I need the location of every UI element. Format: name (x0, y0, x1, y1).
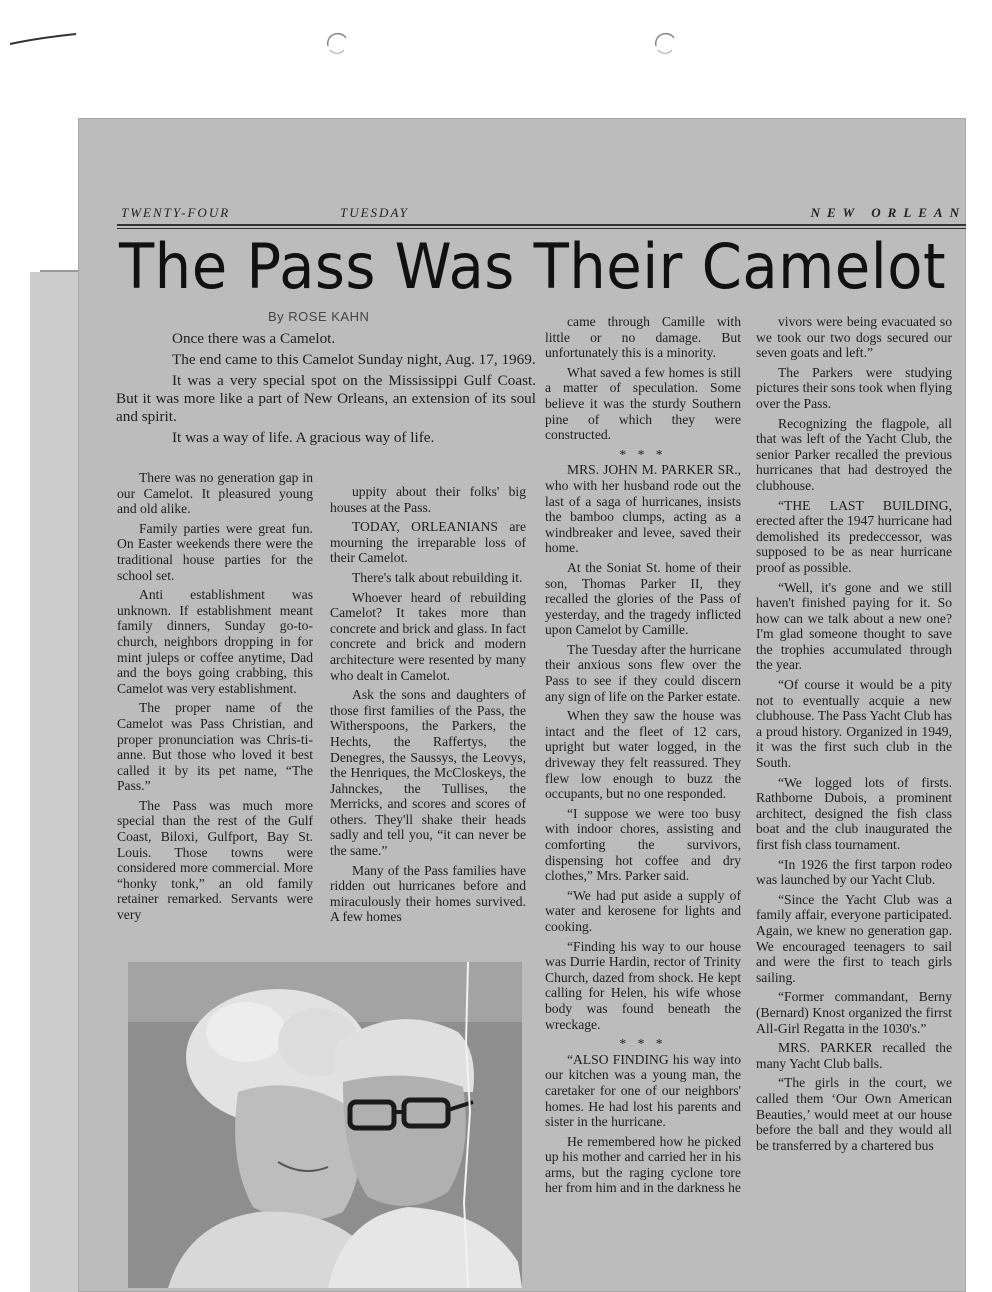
paragraph: Whoever heard of rebuilding Camelot? It takes more than concrete and brick and glass. In fact concrete and brick and modern architecture were resented by many who dealt in Camelot. (330, 589, 526, 683)
paragraph: “We logged lots of firsts. Rathborne Dubois, a prominent architect, designed the fish class boat and the club inaugurated the first fish class tournament. (756, 774, 952, 852)
paragraph: The Tuesday after the hurricane their anxious sons flew over the Pass to see if they could discern any sign of life on the Parker estate. (545, 641, 741, 704)
paragraph: Ask the sons and daughters of those first families of the Pass, the Witherspoons, the Parkers, the Hechts, the Raffertys, the Denegres, the Saussys, the Leovys, the Henriques, the McCloskeys, the Jahnckes, the Tullises, the Merricks, and scores and scores of others. They'll shake their heads sadly and tell you, “it can never be the same.” (330, 687, 526, 859)
lede-paragraph: Once there was a Camelot. (172, 330, 336, 347)
paragraph: “Well, it's gone and we still haven't finished paying for it. So how can we talk about a new one? I'm glad someone thought to save the trophies accumulated through the year. (756, 579, 952, 673)
paragraph: “THE LAST BUILDING, erected after the 1947 hurricane had demolished its predeccessor, was supposed to be as near hurricane proof as possible. (756, 497, 952, 575)
byline: By ROSE KAHN (268, 309, 370, 324)
paragraph: There's talk about rebuilding it. (352, 569, 523, 585)
paragraph: came through Camille with little or no damage. But unfortunately this is a minority. (545, 314, 741, 361)
paragraph: “I suppose we were too busy with indoor chores, assisting and comforting the survivors, dispensing hot coffee and dry clothes,” Mrs. Parker said. (545, 805, 741, 884)
pen-mark (8, 32, 78, 46)
photo-illustration (128, 962, 522, 1288)
paragraph: “Finding his way to our house was Durrie Hardin, rector of Trinity Church, dazed from shock. He kept calling for Helen, his wife whose body was found beneath the wreckage. (545, 938, 741, 1032)
headline: The Pass Was Their Camelot (119, 230, 947, 303)
paragraph: “We had put aside a supply of water and kerosene for lights and cooking. (545, 887, 741, 934)
paragraph: “Since the Yacht Club was a family affair, everyone participated. Again, we knew no generation gap. We encouraged teenagers to sail and were the first to teach girls sailing. (756, 891, 952, 985)
paragraph: He remembered how he picked up his mother and carried her in his arms, but the raging cyclone tore her from him and in the darkness he (545, 1133, 741, 1196)
news-photo (128, 962, 522, 1288)
paragraph: When they saw the house was intact and the fleet of 12 cars, upright but water logged, in the driveway they felt reassured. They flew low enough to buzz the occupants, but no one responded. (545, 708, 741, 802)
folded-clipping-edge (30, 272, 80, 1292)
column-2 (330, 484, 526, 956)
section-break: * * * (619, 446, 667, 462)
paragraph: At the Soniat St. home of their son, Thomas Parker II, they recalled the glories of the Pass of yesterday, and the tragedy inflicted upon Camelot by Camille. (545, 559, 741, 638)
paragraph: What saved a few homes is still a matter of speculation. Some believe it was the sturdy Southern pine of which they were constructed. (545, 364, 741, 443)
paragraph: Recognizing the flagpole, all that was left of the Yacht Club, the senior Parker recalled the previous hurricanes that had destroyed the clubhouse. (756, 415, 952, 493)
paragraph: Anti establishment was unknown. If establishment meant family dinners, Sunday go-to-church, neighbors dropping in for mint juleps or coffee anytime, Dad and the boys going crabbing, this Camelot was very establishment. (117, 587, 313, 696)
masthead-rule (117, 224, 966, 226)
lede-paragraphs (116, 330, 536, 450)
paragraph: MRS. PARKER recalled the many Yacht Club balls. (756, 1040, 952, 1071)
punch-hole-left (322, 26, 352, 58)
weekday: TUESDAY (340, 205, 409, 220)
paragraph: There was no generation gap in our Camelot. It pleasured young and old alike. (117, 470, 313, 517)
punch-hole-right (650, 26, 680, 58)
paragraph: uppity about their folks' big houses at the Pass. (330, 484, 526, 515)
paragraph: “ALSO FINDING his way into our kitchen was a young man, the caretaker for one of our neighbors' homes. He had lost his parents and sister in the hurricane. (545, 1051, 741, 1130)
page-number: TWENTY-FOUR (121, 205, 231, 220)
paragraph: “Of course it would be a pity not to eventually acquie a new clubhouse. The Pass Yacht Club has a proud history. Organized in 1949, it was the first such club in the South. (756, 677, 952, 771)
column-4 (756, 314, 952, 1288)
paragraph: MRS. JOHN M. PARKER SR., who with her husband rode out the last of a saga of hurricanes, insists the bamboo clumps, acting as a windbreaker and levee, saved their home. (545, 462, 741, 556)
paragraph: The Parkers were studying pictures their sons took when flying over the Pass. (756, 364, 952, 411)
paragraph: Family parties were great fun. On Easter weekends there were the traditional house parties for the school set. (117, 520, 313, 583)
paragraph: vivors were being evacuated so we took our two dogs secured our seven goats and left.” (756, 314, 952, 361)
fold-line (40, 270, 80, 272)
paragraph: The proper name of the Camelot was Pass Christian, and proper pronunciation was Chris-ti-anne. But those who loved it best called it by its pet name, “The Pass.” (117, 700, 313, 794)
section-break: * * * (619, 1036, 667, 1052)
lede-paragraph: It was a way of life. A gracious way of life. (172, 429, 435, 446)
column-3 (545, 314, 741, 1288)
paragraph: “The girls in the court, we called them ‘Our Own American Beauties,’ would meet at our house before the ball and they would all be transferred by a chartered bus (756, 1075, 952, 1153)
column-1 (117, 470, 313, 956)
paragraph: TODAY, ORLEANIANS are mourning the irreparable loss of their Camelot. (330, 519, 526, 566)
paragraph: Many of the Pass families have ridden out hurricanes before and miraculously their homes survived. A few homes (330, 862, 526, 925)
paragraph: The Pass was much more special than the rest of the Gulf Coast, Biloxi, Gulfport, Bay St. Louis. Those towns were considered more commercial. More “honky tonk,” an old family retainer remarked. Servants were very (117, 797, 313, 923)
paper-name: NEW ORLEAN (810, 205, 966, 220)
paragraph: “In 1926 the first tarpon rodeo was launched by our Yacht Club. (756, 856, 952, 888)
paragraph: “Former commandant, Berny (Bernard) Knost organized the firrst All-Girl Regatta in the 1030's.” (756, 989, 952, 1036)
lede-paragraph: It was a very special spot on the Mississippi Gulf Coast. But it was more like a part of New Orleans, an extension of its soul and spirit. (116, 372, 536, 425)
lede-paragraph: The end came to this Camelot Sunday night, Aug. 17, 1969. (172, 351, 536, 368)
